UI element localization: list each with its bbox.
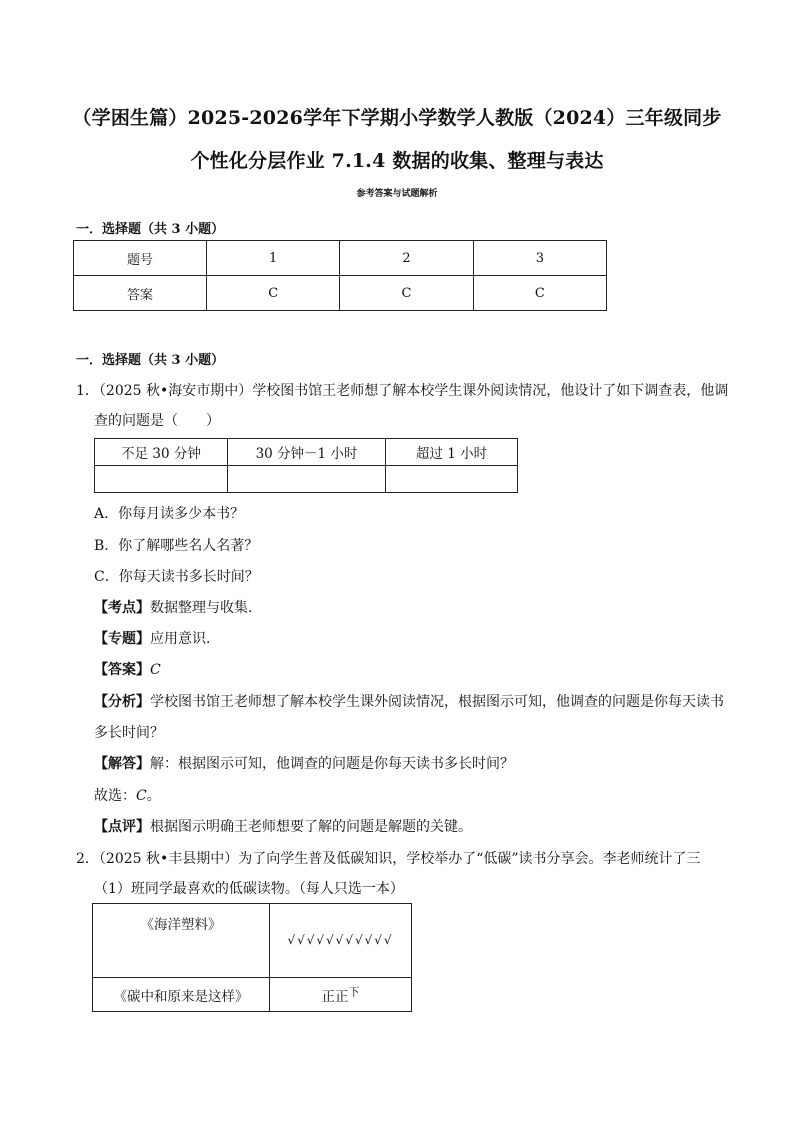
question-1-stem-line2: 查的问题是（ ）: [94, 413, 220, 429]
zhuanti-line: [94, 629, 220, 649]
table-cell: [386, 466, 518, 493]
question-2-stem-line2: （1）班同学最喜欢的低碳读物。（每人只选一本）: [94, 881, 404, 897]
table-row: [74, 276, 607, 311]
kaodian-text: 数据整理与收集．: [150, 600, 262, 616]
table-cell: C: [207, 276, 340, 311]
table-cell: 30 分钟－1 小时: [228, 439, 386, 466]
dianping-line: [94, 817, 472, 837]
table-cell: 《碳中和原来是这样》: [93, 978, 270, 1012]
dianping-text: 根据图示明确王老师想要了解的问题是解题的关键。: [150, 819, 472, 835]
option-a: A．你每月读多少本书？: [94, 506, 245, 522]
kaodian-line: [94, 598, 262, 618]
table-cell: 《海洋塑料》: [93, 904, 270, 978]
zhuanti-text: 应用意识．: [150, 631, 220, 647]
table-cell: 1: [207, 241, 340, 276]
table-cell: 3: [473, 241, 606, 276]
document-title-line2: 个性化分层作业 7.1.4 数据的收集、整理与表达: [190, 150, 604, 172]
zheng-tally: [321, 985, 360, 1006]
zheng-partial: 下: [348, 985, 360, 999]
fenxi-tag: 【分析】: [94, 694, 150, 710]
fenxi-line2: 多长时间？: [94, 725, 164, 741]
fenxi-text: 学校图书馆王老师想了解本校学生课外阅读情况，根据图示可知，他调查的问题是你每天读书: [150, 694, 724, 710]
survey-table: [94, 438, 518, 493]
table-cell: [228, 466, 386, 493]
table-cell: C: [340, 276, 473, 311]
option-b: B．你了解哪些名人名著？: [94, 538, 259, 554]
table-cell: [270, 978, 412, 1012]
guxuan-label: 故选：: [94, 788, 136, 804]
jieda-line: [94, 754, 514, 774]
table-cell: 2: [340, 241, 473, 276]
document-subtitle: 参考答案与试题解析: [356, 189, 438, 199]
guxuan-answer: C: [136, 788, 147, 804]
table-row: [95, 466, 518, 493]
question-1-stem-line1: 1．（2025 秋•海安市期中）学校图书馆王老师想了解本校学生课外阅读情况，他设计了如下调查表，他调: [76, 383, 729, 399]
table-row: [95, 439, 518, 466]
option-c: C．你每天读书多长时间？: [94, 569, 259, 585]
fenxi-line1: [94, 692, 724, 712]
table-cell: C: [473, 276, 606, 311]
table-cell: [95, 466, 228, 493]
section-heading-2: 一．选择题（共 3 小题）: [76, 353, 225, 368]
dianping-tag: 【点评】: [94, 819, 150, 835]
jieda-tag: 【解答】: [94, 756, 150, 772]
reading-tally-table: [92, 903, 412, 1012]
table-cell: 不足 30 分钟: [95, 439, 228, 466]
tally-marks: √√√√√√√√√√√: [287, 933, 394, 947]
table-cell: [270, 904, 412, 978]
section-heading-1: 一．选择题（共 3 小题）: [76, 222, 225, 237]
question-2-stem-line1: 2．（2025 秋•丰县期中）为了向学生普及低碳知识，学校举办了“低碳”读书分享会。李老师统计了三: [76, 851, 701, 867]
daan-tag: 【答案】: [94, 662, 150, 678]
table-cell: 超过 1 小时: [386, 439, 518, 466]
answer-table: [73, 240, 607, 311]
table-row: [93, 978, 412, 1012]
document-title-line1: （学困生篇）2025-2026学年下学期小学数学人教版（2024）三年级同步: [72, 107, 722, 129]
table-cell: 题号: [74, 241, 207, 276]
daan-text: C: [150, 662, 161, 678]
jieda-text: 解：根据图示可知，他调查的问题是你每天读书多长时间？: [150, 756, 514, 772]
table-row: [93, 904, 412, 978]
table-cell: 答案: [74, 276, 207, 311]
zhuanti-tag: 【专题】: [94, 631, 150, 647]
table-row: [74, 241, 607, 276]
kaodian-tag: 【考点】: [94, 600, 150, 616]
guxuan-line: [94, 786, 161, 806]
guxuan-end: 。: [146, 788, 161, 804]
zheng-marks: 正正: [321, 989, 349, 1006]
daan-line: [94, 660, 161, 680]
